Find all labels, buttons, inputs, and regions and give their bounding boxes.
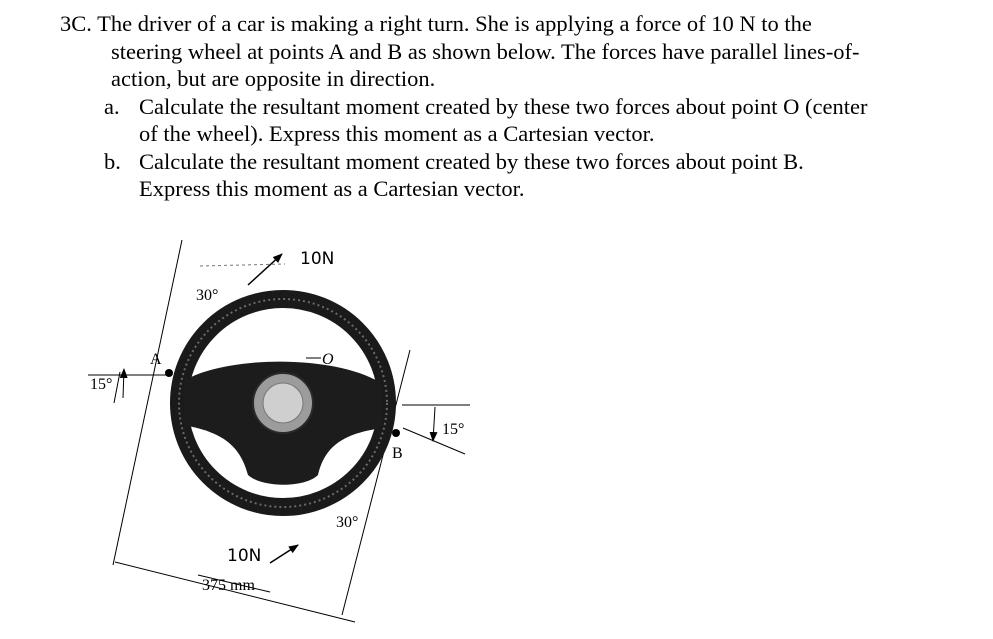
force-top-label: 10N — [300, 249, 335, 269]
angle-top-label: 30° — [196, 287, 219, 304]
problem-intro-line-2: steering wheel at points A and B as shown below. The forces have parallel lines-of- — [111, 38, 860, 64]
point-b-label: B — [392, 445, 403, 462]
wheel-hub-center — [263, 383, 303, 423]
point-o-label: O — [322, 351, 334, 368]
point-b-marker — [392, 429, 400, 437]
part-a-line-1: Calculate the resultant moment created by these two forces about point O (center — [139, 93, 868, 119]
force-bottom-label: 10N — [227, 546, 262, 566]
ref-line-left-slanted — [114, 372, 120, 403]
problem-intro-line-3: action, but are opposite in direction. — [111, 66, 436, 91]
point-a-marker — [165, 369, 173, 377]
frame-line-top — [200, 264, 285, 266]
steering-wheel — [179, 299, 387, 507]
part-a-label: a. — [104, 93, 120, 119]
part-b-line-1: Calculate the resultant moment created by these two forces about point B. — [139, 148, 804, 174]
angle-bottom-label: 30° — [336, 514, 359, 531]
angle-left-label: 15° — [90, 376, 113, 393]
angle-arrow-left — [123, 369, 124, 398]
angle-right-label: 15° — [442, 421, 465, 438]
problem-intro-line-1: 3C. The driver of a car is making a right turn. She is applying a force of 10 N to the — [60, 11, 812, 36]
part-b-line-2: Express this moment as a Cartesian vector. — [139, 176, 525, 201]
force-arrow-bottom — [270, 545, 298, 563]
angle-arrow-right — [433, 407, 435, 441]
part-b-label: b. — [104, 148, 121, 174]
point-a-label: A — [150, 351, 162, 368]
force-arrow-top — [248, 254, 282, 285]
part-a-line-2: of the wheel). Express this moment as a Cartesian vector. — [139, 121, 655, 146]
dimension-label: 375 mm — [202, 577, 255, 594]
